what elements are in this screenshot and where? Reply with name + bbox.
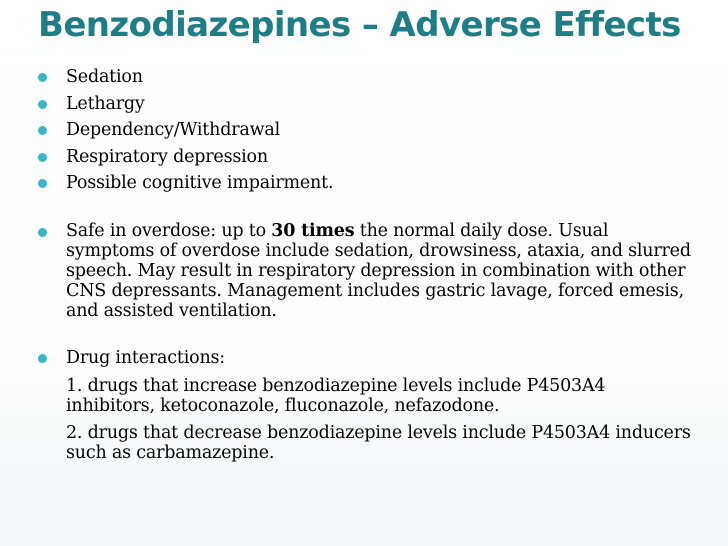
list-item-text: Dependency/Withdrawal (66, 120, 281, 140)
list-item-text: Respiratory depression (66, 146, 268, 167)
bullet-list (38, 66, 698, 194)
interaction-item-2: 2. drugs that decrease benzodiazepine levels include P4503A4 inducers such as carbamazepine. (66, 423, 691, 463)
list-item-text: Sedation (66, 67, 143, 87)
slide-title: Benzodiazepines – Adverse Effects (38, 5, 681, 45)
overdose-text-start: Safe in overdose: up to (66, 220, 272, 241)
list-item (38, 119, 698, 141)
list-item (38, 172, 698, 194)
interaction-item-1: 1. drugs that increase benzodiazepine levels include P4503A4 inhibitors, ketoconazole, fluconazole, nefazodone. (66, 376, 606, 416)
interactions-heading-text: Drug interactions: (66, 348, 226, 368)
overdose-emphasis: 30 times (271, 220, 355, 241)
bullet-icon (38, 228, 47, 237)
bullet-icon (38, 354, 47, 363)
list-item-text: Possible cognitive impairment. (66, 173, 334, 193)
list-item (38, 93, 698, 115)
bullet-icon (38, 179, 47, 188)
bullet-icon (38, 126, 47, 135)
list-item (38, 66, 698, 88)
slide-content (38, 66, 698, 463)
overdose-paragraph (38, 221, 698, 321)
list-item (38, 146, 698, 168)
bullet-icon (38, 100, 47, 109)
spacer (38, 325, 698, 347)
overdose-text-end: the normal daily dose. Usual symptoms of overdose include sedation, drowsiness, ataxia, and slurred speech. May result in respiratory depression in combination with other CNS depressants. Management includes gastric lavage, forced emesis, and assisted ventilation. (66, 220, 691, 321)
list-item-text: Lethargy (66, 93, 145, 114)
bullet-icon (38, 73, 47, 82)
interactions-heading (38, 347, 698, 369)
spacer (38, 199, 698, 221)
bullet-icon (38, 153, 47, 162)
